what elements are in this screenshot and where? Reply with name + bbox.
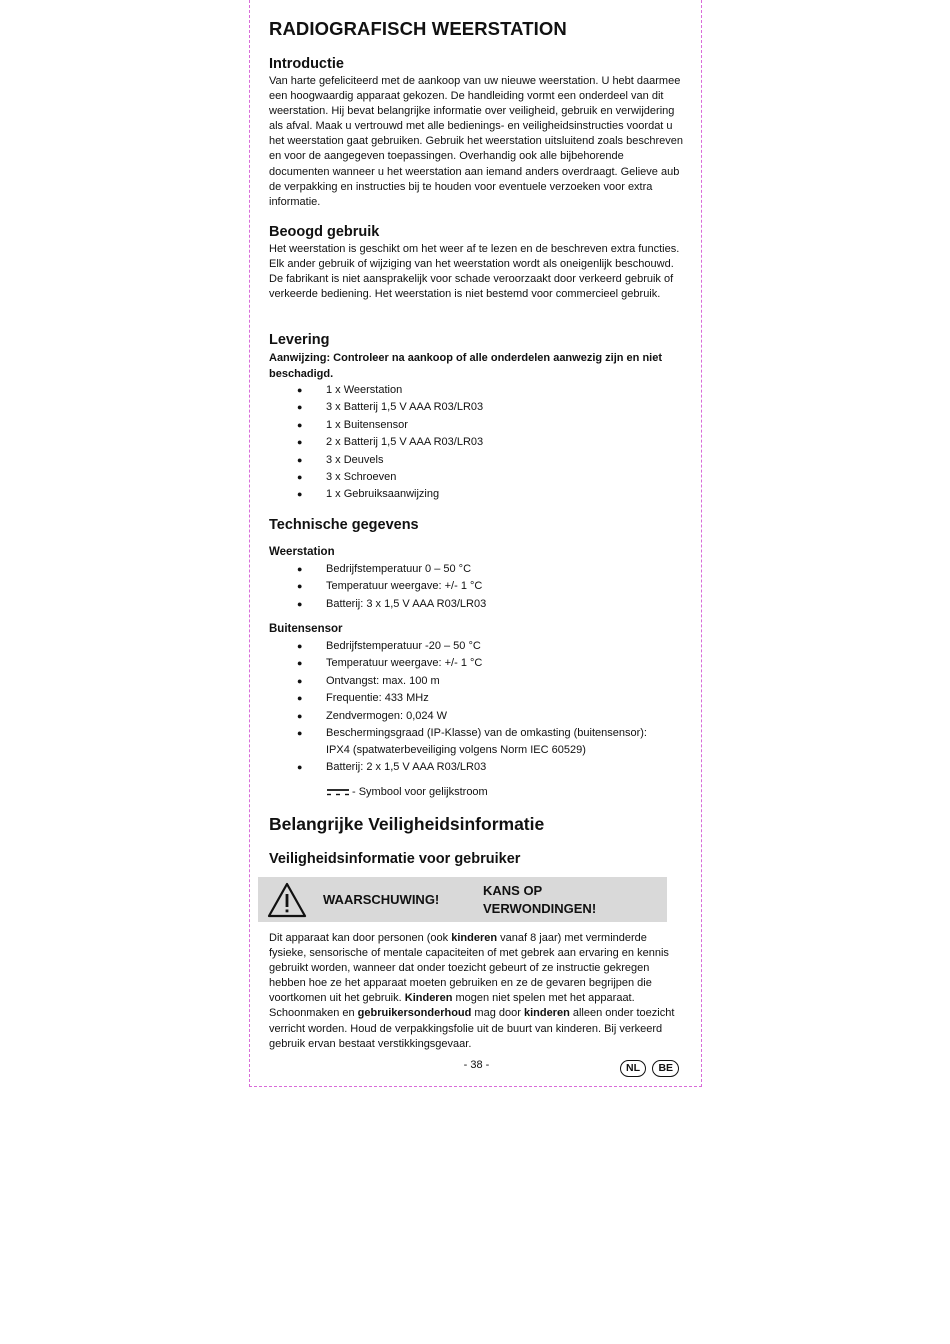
list-item: ● Bedrijfstemperatuur 0 – 50 °C xyxy=(297,563,472,575)
list-item: ● 3 x Batterij 1,5 V AAA R03/LR03 xyxy=(297,401,484,414)
list-item: ● Ontvangst: max. 100 m xyxy=(297,674,440,687)
warning-triangle-icon xyxy=(267,882,307,918)
country-badge-be: BE xyxy=(652,1060,679,1077)
list-item: ● Bedrijfstemperatuur -20 – 50 °C xyxy=(297,640,481,652)
direct-current-icon xyxy=(326,787,350,797)
safety-heading: Belangrijke Veiligheidsinformatie xyxy=(269,814,545,834)
intro-text: Van harte gefeliciteerd met de aankoop van uw nieuwe weerstation. U hebt daarmee een hoogwaardig apparaat gekozen. De handleiding vormt een onderdeel van dit weerstation. Hij bevat belangrijke informatie over veiligheid, gebruik en verwijdering als afval. Maak u vertrouwd met alle bedienings- en veiligheidsinstructies voordat u het weerstation gaat gebruiken. Gebruik het weerstation uitsluitend zoals beschreven en voor de aangegeven toepassingen. Overhandig ook alle bijbehorende documenten wanneer u het weerstation aan iemand anders overdraagt. Gelieve aub de verpakking en instructies bij te houden voor eventuele verzoeken voor extra informatie. xyxy=(269,75,683,208)
document-title: RADIOGRAFISCH WEERSTATION xyxy=(269,18,567,39)
list-item: ● Batterij: 2 x 1,5 V AAA R03/LR03 xyxy=(297,760,487,773)
list-item: ● 1 x Buitensensor xyxy=(297,418,408,431)
intro-heading: Introductie xyxy=(269,56,344,72)
list-item: ● Temperatuur weergave: +/- 1 °C xyxy=(297,657,483,670)
warning-label: WAARSCHUWING! xyxy=(323,892,440,907)
list-item: ● Zendvermogen: 0,024 W xyxy=(297,709,448,722)
list-item: ● Temperatuur weergave: +/- 1 °C xyxy=(297,580,483,593)
safety-text: Dit apparaat kan door personen (ook kinderen vanaf 8 jaar) met verminderde fysieke, sensorische of mentale capaciteiten of met gebrek aan ervaring en kennis gebruikt worden, wanneer dat onder toezicht gebeurt of ze instructie gekregen hebben hoe ze het apparaat moeten gebruiken en ze de gevaren begrijpen die voortkomen uit het gebruik. Kinderen mogen niet spelen met het apparaat. Schoonmaken en gebruikersonderhoud mag door kinderen alleen onder toezicht verricht worden. Houd de verpakkingsfolie uit de buurt van kinderen. Bij verkeerd gebruik ervan bestaat verstikkingsgevaar. xyxy=(269,932,675,1050)
list-item: ● 3 x Deuvels xyxy=(297,453,384,466)
list-item: ● Batterij: 3 x 1,5 V AAA R03/LR03 xyxy=(297,597,487,610)
country-badges xyxy=(620,1058,681,1077)
use-text: Het weerstation is geschikt om het weer af te lezen en de beschreven extra functies. Elk ander gebruik of wijziging van het weerstation wordt als oneigenlijk beschouwd. De fabrikant is niet aansprakelijk voor schade veroorzaakt door verkeerd gebruik of verkeerde bediening. Het weerstation is niet bestemd voor commercieel gebruik. xyxy=(269,243,680,301)
sensor-heading: Buitensensor xyxy=(269,623,343,635)
dc-symbol-line xyxy=(326,784,488,800)
delivery-note: Aanwijzing: Controleer na aankoop of alle onderdelen aanwezig zijn en niet beschadigd. xyxy=(269,352,662,380)
manual-page xyxy=(249,0,702,1087)
country-badge-nl: NL xyxy=(620,1060,646,1077)
sensor-spec-list xyxy=(269,638,684,776)
page-number: - 38 - xyxy=(463,1059,490,1071)
station-spec-list xyxy=(269,561,684,613)
dc-symbol-text: - Symbool voor gelijkstroom xyxy=(352,786,488,798)
list-item: ● Frequentie: 433 MHz xyxy=(297,692,429,705)
use-heading: Beoogd gebruik xyxy=(269,224,380,240)
warning-risk: KANS OP VERWONDINGEN! xyxy=(483,883,597,916)
list-item: ● 1 x Gebruiksaanwijzing xyxy=(297,488,440,501)
station-heading: Weerstation xyxy=(269,546,335,558)
list-item: ● 3 x Schroeven xyxy=(297,470,397,483)
list-item: ● 2 x Batterij 1,5 V AAA R03/LR03 xyxy=(297,436,484,449)
list-item: ● Beschermingsgraad (IP-Klasse) van de omkasting (buitensensor): IPX4 (spatwaterbeveiliging volgens Norm IEC 60529) xyxy=(297,726,647,756)
warning-box xyxy=(258,877,667,922)
delivery-heading: Levering xyxy=(269,332,330,348)
safety-subheading: Veiligheidsinformatie voor gebruiker xyxy=(269,851,521,867)
delivery-list xyxy=(269,382,684,504)
tech-heading: Technische gegevens xyxy=(269,517,419,533)
list-item: ● 1 x Weerstation xyxy=(297,384,403,396)
